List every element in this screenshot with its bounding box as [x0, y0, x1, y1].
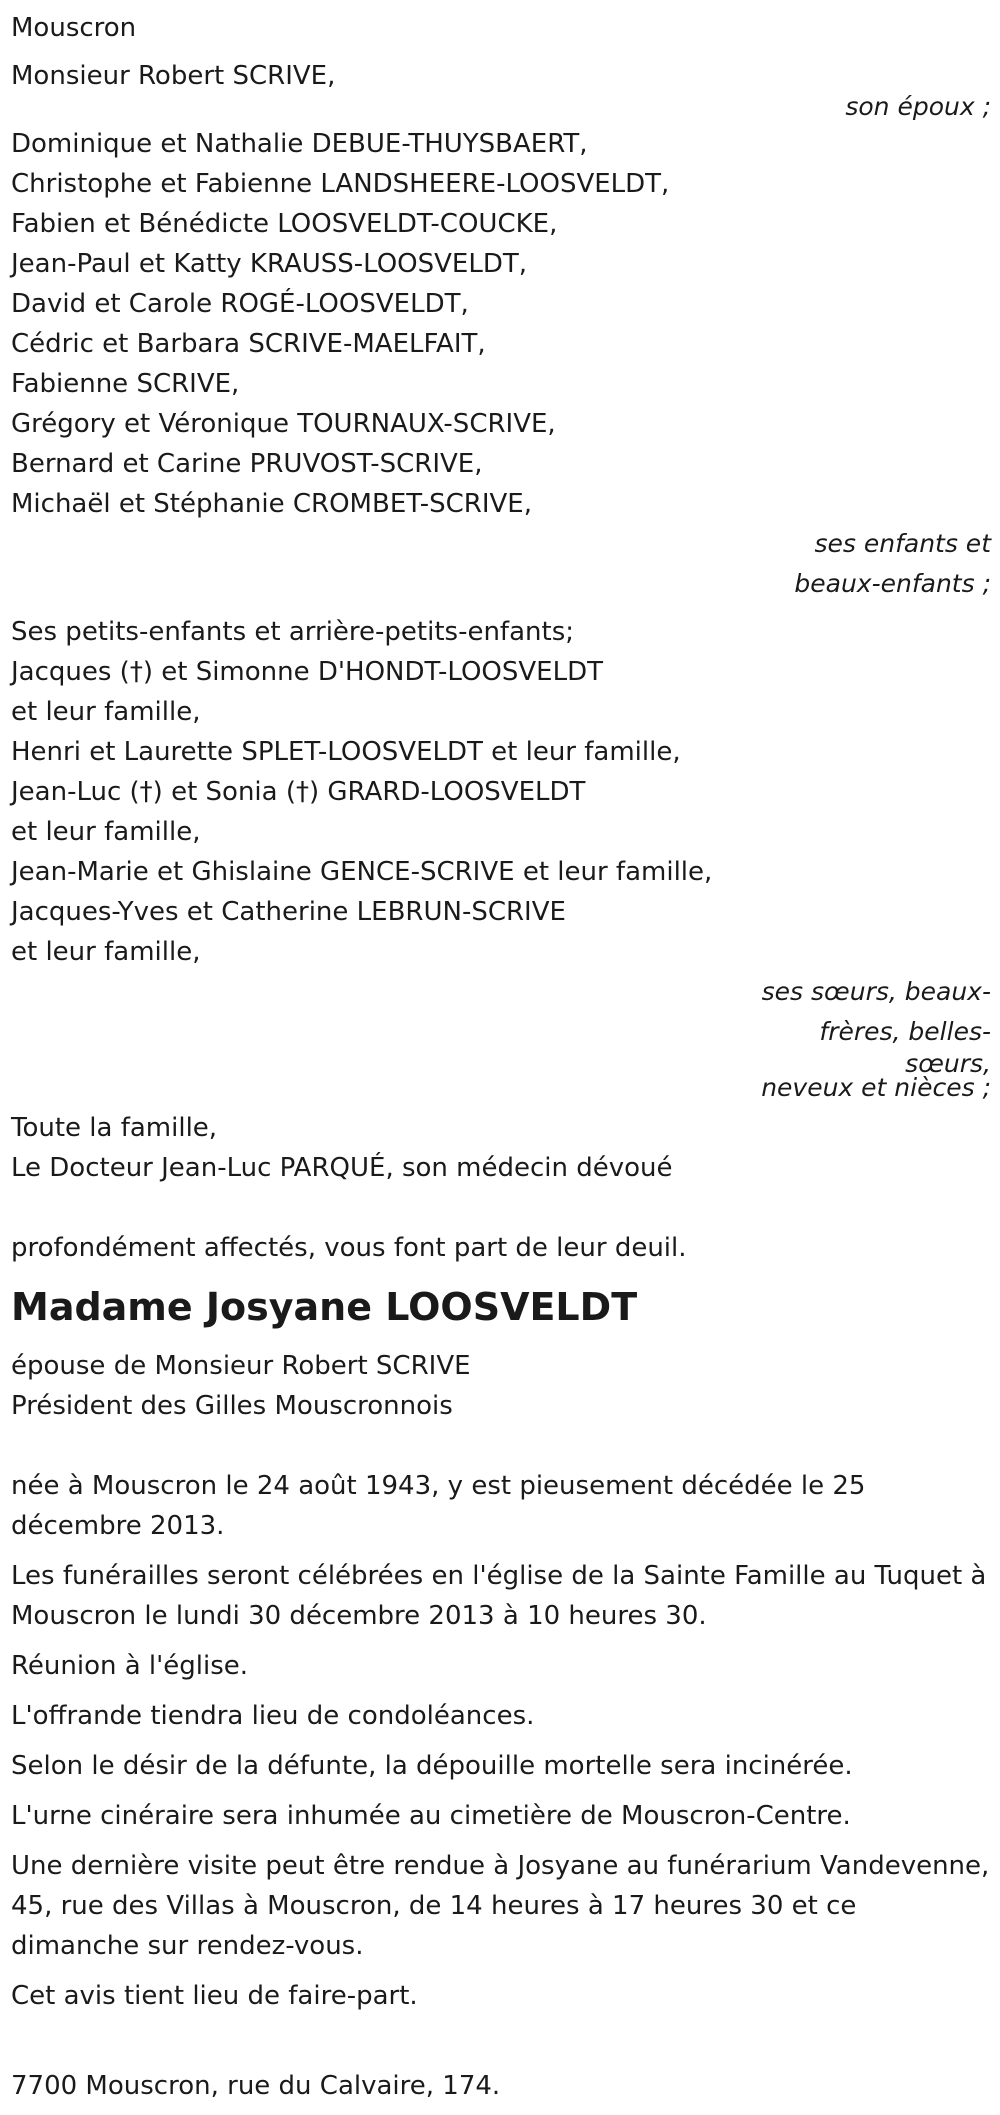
meeting-paragraph: Réunion à l'église.	[11, 1651, 249, 1681]
sibling-entry: Jacques-Yves et Catherine LEBRUN-SCRIVE	[11, 897, 566, 927]
sibling-entry: Jacques (†) et Simonne D'HONDT-LOOSVELDT	[11, 657, 603, 687]
child-entry: Bernard et Carine PRUVOST-SCRIVE,	[11, 449, 483, 479]
sibling-entry: et leur famille,	[11, 817, 201, 847]
grandchildren-line: Ses petits-enfants et arrière-petits-enfants;	[11, 617, 574, 647]
city-heading: Mouscron	[11, 13, 137, 43]
sibling-entry: Jean-Luc (†) et Sonia (†) GRARD-LOOSVELDT	[11, 777, 586, 807]
siblings-role-line-3: sœurs,	[905, 1049, 991, 1078]
sibling-entry: et leur famille,	[11, 697, 201, 727]
address-line: 7700 Mouscron, rue du Calvaire, 174.	[11, 2071, 501, 2101]
child-entry: David et Carole ROGÉ-LOOSVELDT,	[11, 289, 469, 319]
birth-death-paragraph: née à Mouscron le 24 août 1943, y est pieusement décédée le 25 décembre 2013.	[11, 1471, 866, 1541]
sibling-entry: et leur famille,	[11, 937, 201, 967]
siblings-list	[11, 652, 991, 972]
notice-paragraph: Cet avis tient lieu de faire-part.	[11, 1981, 418, 2011]
spouse-name: Monsieur Robert SCRIVE,	[11, 61, 336, 91]
announcement-line: profondément affectés, vous font part de leur deuil.	[11, 1233, 687, 1263]
child-entry: Michaël et Stéphanie CROMBET-SCRIVE,	[11, 489, 533, 519]
child-entry: Dominique et Nathalie DEBUE-THUYSBAERT,	[11, 129, 588, 159]
siblings-role-line-2: frères, belles-	[819, 1017, 991, 1046]
child-entry: Grégory et Véronique TOURNAUX-SCRIVE,	[11, 409, 556, 439]
sibling-entry: Jean-Marie et Ghislaine GENCE-SCRIVE et leur famille,	[11, 857, 713, 887]
child-entry: Fabienne SCRIVE,	[11, 369, 240, 399]
child-entry: Jean-Paul et Katty KRAUSS-LOOSVELDT,	[11, 249, 528, 279]
siblings-role-line-1: ses sœurs, beaux-	[761, 977, 991, 1006]
child-entry: Christophe et Fabienne LANDSHEERE-LOOSVELDT,	[11, 169, 670, 199]
urn-paragraph: L'urne cinéraire sera inhumée au cimetière de Mouscron-Centre.	[11, 1801, 851, 1831]
child-entry: Fabien et Bénédicte LOOSVELDT-COUCKE,	[11, 209, 558, 239]
children-role-line-1: ses enfants et	[814, 529, 991, 558]
offering-paragraph: L'offrande tiendra lieu de condoléances.	[11, 1701, 535, 1731]
children-list	[11, 124, 991, 524]
deceased-title-line: Président des Gilles Mouscronnois	[11, 1391, 453, 1421]
deceased-name: Madame Josyane LOOSVELDT	[11, 1285, 638, 1329]
doctor-line: Le Docteur Jean-Luc PARQUÉ, son médecin dévoué	[11, 1153, 673, 1183]
cremation-paragraph: Selon le désir de la défunte, la dépouille mortelle sera incinérée.	[11, 1751, 853, 1781]
spouse-role: son époux ;	[845, 92, 991, 121]
siblings-role-line-4: neveux et nièces ;	[761, 1073, 991, 1102]
deceased-spouse-line: épouse de Monsieur Robert SCRIVE	[11, 1351, 471, 1381]
funeral-paragraph: Les funérailles seront célébrées en l'église de la Sainte Famille au Tuquet à Mouscron le lundi 30 décembre 2013 à 10 heures 30.	[11, 1561, 987, 1631]
obituary-notice	[11, 8, 991, 2106]
child-entry: Cédric et Barbara SCRIVE-MAELFAIT,	[11, 329, 486, 359]
family-line: Toute la famille,	[11, 1113, 218, 1143]
visit-paragraph: Une dernière visite peut être rendue à Josyane au funérarium Vandevenne, 45, rue des Villas à Mouscron, de 14 heures à 17 heures 30 et ce dimanche sur rendez-vous.	[11, 1851, 990, 1961]
sibling-entry: Henri et Laurette SPLET-LOOSVELDT et leur famille,	[11, 737, 681, 767]
children-role-line-2: beaux-enfants ;	[794, 569, 991, 598]
